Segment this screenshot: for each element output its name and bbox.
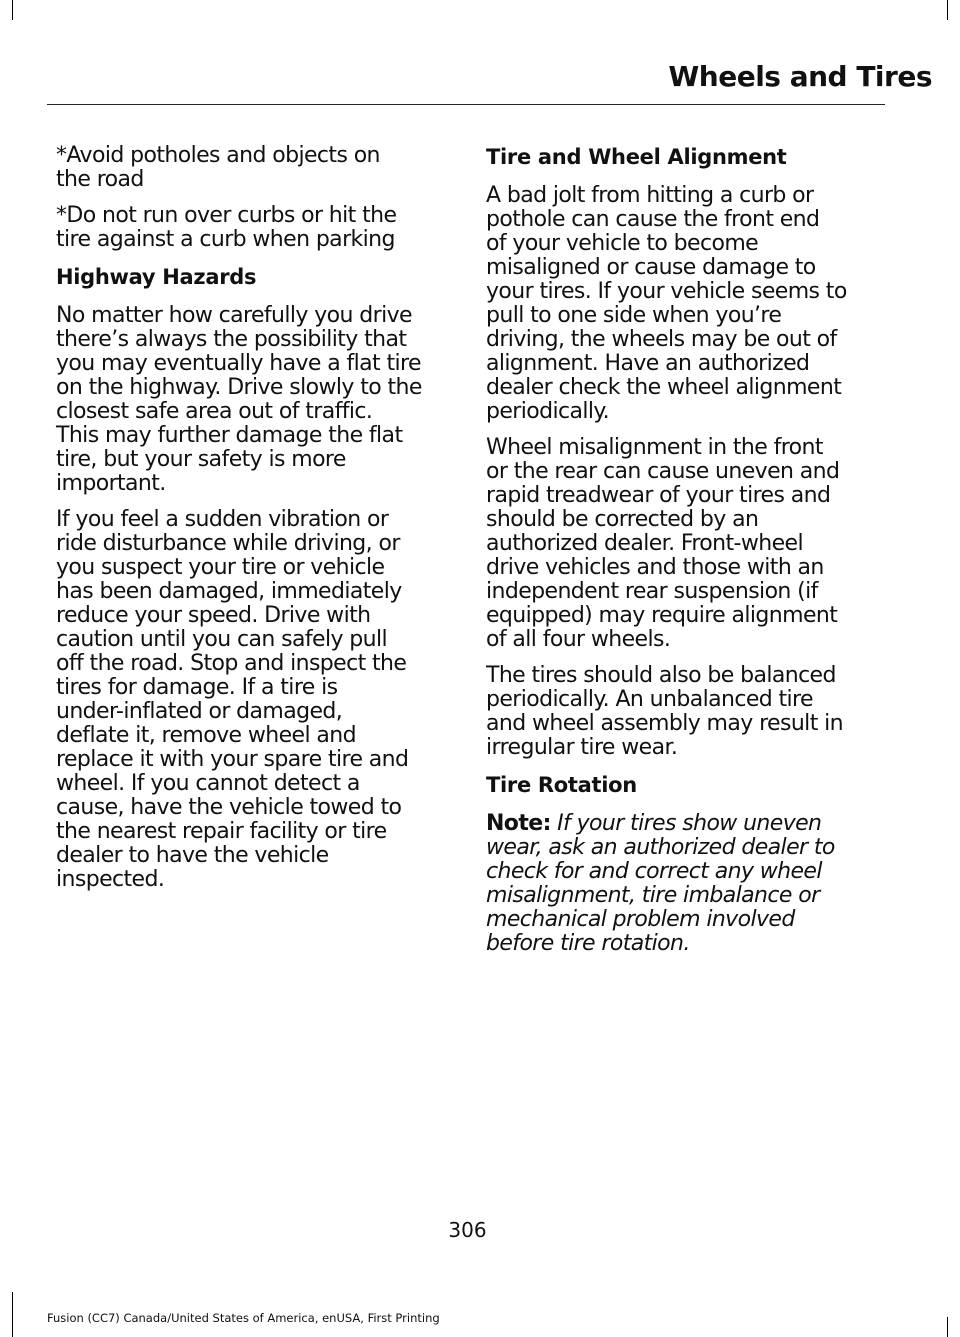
text-line: and wheel assembly may result in: [486, 711, 843, 736]
crop-mark-bottom-left: [12, 1292, 13, 1337]
text-line: *Do not run over curbs or hit the: [56, 203, 397, 228]
text-line: ride disturbance while driving, or: [56, 531, 400, 556]
text-line: reduce your speed. Drive with: [56, 603, 371, 628]
bad-jolt-paragraph: [486, 184, 882, 424]
text-line: tires for damage. If a tire is: [56, 675, 338, 700]
footer-text: Fusion (CC7) Canada/United States of America, enUSA, First Printing: [47, 1311, 440, 1325]
rotation-note: [486, 812, 882, 956]
text-line: check for and correct any wheel: [486, 859, 822, 884]
header-divider: [47, 104, 885, 105]
balancing-paragraph: [486, 664, 882, 760]
text-line: caution until you can safely pull: [56, 627, 387, 652]
text-line: If you feel a sudden vibration or: [56, 507, 389, 532]
note-first-line: If your tires show uneven: [557, 811, 822, 836]
text-line: of all four wheels.: [486, 627, 671, 652]
text-line: mechanical problem involved: [486, 907, 795, 932]
text-line: equipped) may require alignment: [486, 603, 838, 628]
text-line: This may further damage the flat: [56, 423, 403, 448]
highway-hazards-heading: Highway Hazards: [56, 265, 257, 289]
note-label: Note:: [486, 811, 551, 836]
text-line: you suspect your tire or vehicle: [56, 555, 385, 580]
text-line: A bad jolt from hitting a curb or: [486, 183, 814, 208]
text-line: on the highway. Drive slowly to the: [56, 375, 422, 400]
text-line: periodically.: [486, 399, 610, 424]
right-column: [486, 144, 882, 968]
vibration-paragraph: [56, 508, 448, 892]
text-line: authorized dealer. Front-wheel: [486, 531, 803, 556]
text-line: you may eventually have a flat tire: [56, 351, 421, 376]
text-line: dealer to have the vehicle: [56, 843, 329, 868]
text-line: independent rear suspension (if: [486, 579, 818, 604]
text-line: replace it with your spare tire and: [56, 747, 409, 772]
text-line: tire, but your safety is more: [56, 447, 346, 472]
text-line: driving, the wheels may be out of: [486, 327, 837, 352]
text-line: wheel. If you cannot detect a: [56, 771, 360, 796]
text-line: dealer check the wheel alignment: [486, 375, 842, 400]
left-column: [56, 144, 448, 904]
text-line: or the rear can cause uneven and: [486, 459, 840, 484]
text-line: the road: [56, 167, 144, 192]
text-line: under-inflated or damaged,: [56, 699, 343, 724]
text-line: cause, have the vehicle towed to: [56, 795, 402, 820]
text-line: pull to one side when you’re: [486, 303, 782, 328]
text-line: No matter how carefully you drive: [56, 303, 412, 328]
text-line: pothole can cause the front end: [486, 207, 820, 232]
alignment-heading: Tire and Wheel Alignment: [486, 145, 787, 169]
text-line: rapid treadwear of your tires and: [486, 483, 831, 508]
text-line: has been damaged, immediately: [56, 579, 402, 604]
text-line: of your vehicle to become: [486, 231, 759, 256]
text-line: [486, 812, 882, 836]
crop-mark-top-right: [947, 0, 948, 20]
flat-tire-paragraph: [56, 304, 448, 496]
tire-rotation-heading: Tire Rotation: [486, 773, 637, 797]
text-line: the nearest repair facility or tire: [56, 819, 387, 844]
text-line: alignment. Have an authorized: [486, 351, 810, 376]
text-line: misalignment, tire imbalance or: [486, 883, 820, 908]
text-line: misaligned or cause damage to: [486, 255, 816, 280]
text-line: should be corrected by an: [486, 507, 759, 532]
page-title: Wheels and Tires: [668, 60, 932, 93]
text-line: wear, ask an authorized dealer to: [486, 835, 835, 860]
text-line: Wheel misalignment in the front: [486, 435, 823, 460]
text-line: closest safe area out of traffic.: [56, 399, 373, 424]
text-line: your tires. If your vehicle seems to: [486, 279, 847, 304]
text-line: off the road. Stop and inspect the: [56, 651, 407, 676]
text-line: deflate it, remove wheel and: [56, 723, 356, 748]
text-line: The tires should also be balanced: [486, 663, 836, 688]
text-line: inspected.: [56, 867, 165, 892]
crop-mark-top-left: [12, 0, 13, 20]
page-number: 306: [448, 1218, 487, 1242]
text-line: there’s always the possibility that: [56, 327, 407, 352]
text-line: important.: [56, 471, 166, 496]
text-line: irregular tire wear.: [486, 735, 678, 760]
crop-mark-bottom-right: [947, 1317, 948, 1337]
avoid-potholes-paragraph: [56, 144, 448, 192]
curbs-paragraph: [56, 204, 448, 252]
text-line: *Avoid potholes and objects on: [56, 143, 380, 168]
text-line: before tire rotation.: [486, 931, 690, 956]
text-line: periodically. An unbalanced tire: [486, 687, 813, 712]
text-line: tire against a curb when parking: [56, 227, 395, 252]
misalignment-paragraph: [486, 436, 882, 652]
text-line: drive vehicles and those with an: [486, 555, 824, 580]
